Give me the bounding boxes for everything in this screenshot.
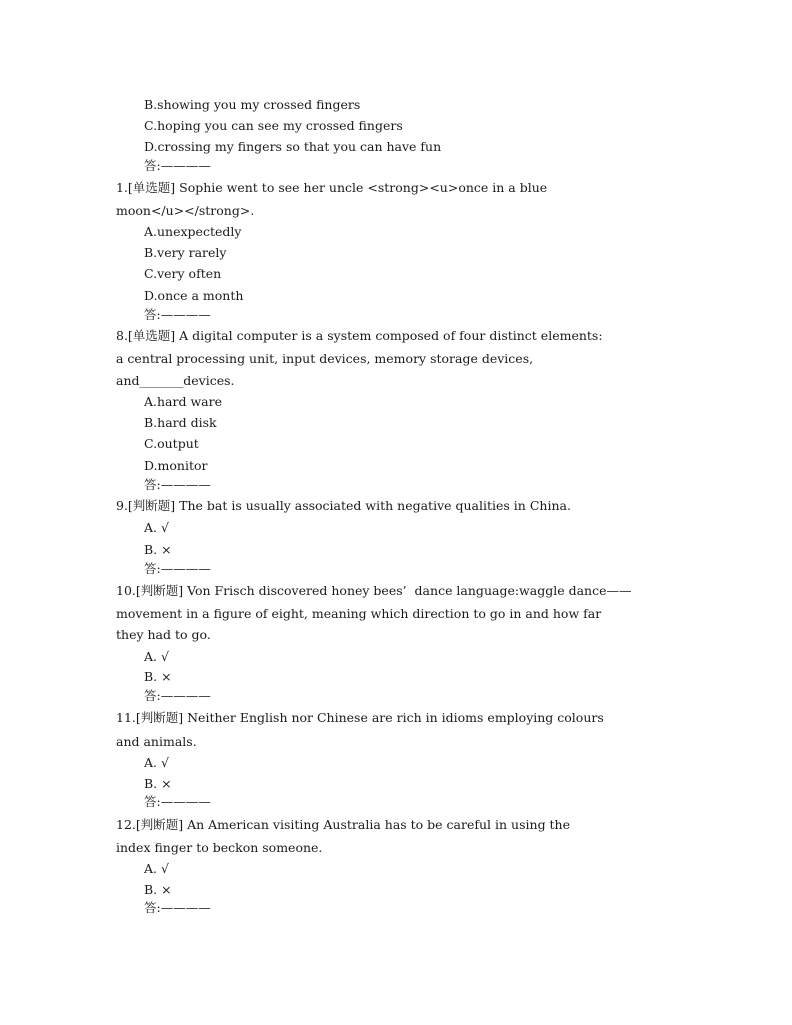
option-d: D.once a month [144,288,244,303]
question-text: 10.[判断题] Von Frisch discovered honey bees’ dance language:waggle dance—— [116,583,632,598]
option-b: B. × [144,882,172,897]
option-d: D.monitor [144,458,208,473]
question-text: 9.[判断题] The bat is usually associated with negative qualities in China. [116,498,571,513]
answer-line: 答:———— [144,307,211,322]
option-b: B.hard disk [144,415,217,430]
question-text: movement in a figure of eight, meaning which direction to go in and how far [116,606,602,621]
question-text: 11.[判断题] Neither English nor Chinese are rich in idioms employing colours [116,710,604,725]
question-text: 1.[单选题] Sophie went to see her uncle <strong><u>once in a blue [116,180,548,195]
option-c: C.hoping you can see my crossed fingers [144,118,403,133]
question-text: moon</u></strong>. [116,203,255,218]
option-d: D.crossing my fingers so that you can have fun [144,139,442,154]
option-c: C.output [144,436,199,451]
option-a: A.hard ware [144,394,222,409]
question-text: a central processing unit, input devices, memory storage devices, [116,351,534,366]
option-b: B. × [144,542,172,557]
question-text: they had to go. [116,627,211,642]
option-a: A. √ [144,755,169,770]
option-a: A. √ [144,520,169,535]
option-b: B. × [144,776,172,791]
question-text: and_______devices. [116,373,235,388]
option-c: C.very often [144,266,222,281]
option-a: A. √ [144,649,169,664]
answer-line: 答:———— [144,477,211,492]
answer-line: 答:———— [144,900,211,915]
answer-line: 答:———— [144,794,211,809]
answer-line: 答:———— [144,688,211,703]
question-text: 8.[单选题] A digital computer is a system composed of four distinct elements: [116,328,603,343]
question-text: index finger to beckon someone. [116,840,323,855]
option-a: A. √ [144,861,169,876]
option-b: B. × [144,669,172,684]
question-text: and animals. [116,734,197,749]
answer-line: 答:———— [144,561,211,576]
option-a: A.unexpectedly [144,224,242,239]
option-b: B.showing you my crossed fingers [144,97,361,112]
option-b: B.very rarely [144,245,227,260]
question-text: 12.[判断题] An American visiting Australia has to be careful in using the [116,817,571,832]
answer-line: 答:———— [144,158,211,173]
